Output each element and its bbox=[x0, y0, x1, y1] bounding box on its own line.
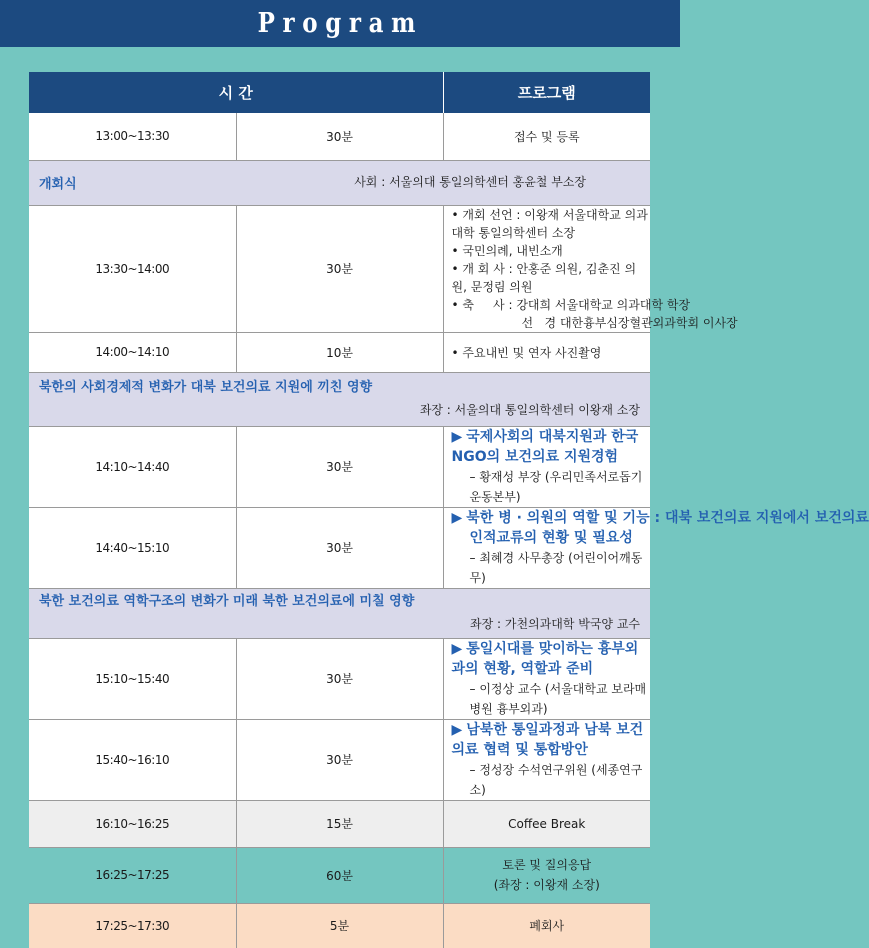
banner-title: Program bbox=[257, 8, 423, 39]
row-program: 폐회사 bbox=[443, 903, 650, 948]
section-title: 북한 보건의료 역학구조의 변화가 미래 북한 보건의료에 미칠 영향 bbox=[39, 594, 415, 609]
talk-title: 국제사회의 대북지원과 한국 NGO의 보건의료 지원경험 bbox=[451, 428, 639, 465]
bullet-item: • 개 회 사 : 안홍준 의원, 김춘진 의원, 문정림 의원 bbox=[451, 261, 637, 294]
speaker: – 이정상 교수 (서울대학교 보라매병원 흉부외과) bbox=[469, 681, 647, 716]
table-row bbox=[29, 847, 650, 903]
table-header bbox=[29, 72, 650, 113]
talk-title: 통일시대를 맞이하는 흉부외과의 현황, 역할과 준비 bbox=[451, 640, 639, 677]
row-duration: 30분 bbox=[236, 719, 443, 800]
row-program-line: 토론 및 질의응답 bbox=[502, 858, 592, 872]
table-row bbox=[29, 903, 650, 948]
header-program: 프로그램 bbox=[443, 72, 650, 113]
section-chair: 좌장 : 가천의과대학 박국양 교수 bbox=[470, 617, 640, 631]
talk-title: 북한 병 · 의원의 역할 및 기능 : 대북 보건의료 지원에서 보건의료 bbox=[466, 509, 869, 526]
header-time: 시 간 bbox=[29, 72, 443, 113]
row-duration: 10분 bbox=[236, 332, 443, 372]
program-sheet bbox=[29, 72, 869, 934]
row-duration: 30분 bbox=[236, 507, 443, 588]
table-row bbox=[29, 205, 650, 332]
row-program bbox=[443, 507, 869, 588]
triangle-right-icon: ▶ bbox=[451, 640, 463, 657]
row-time: 17:25~17:30 bbox=[29, 903, 236, 948]
talk-title-cont: 인적교류의 현황 및 필요성 bbox=[469, 529, 633, 546]
triangle-right-icon: ▶ bbox=[451, 428, 463, 445]
table-row bbox=[29, 638, 650, 719]
row-time: 14:10~14:40 bbox=[29, 426, 236, 507]
row-program: Coffee Break bbox=[443, 800, 650, 847]
row-program bbox=[443, 205, 738, 332]
triangle-right-icon: ▶ bbox=[451, 509, 463, 526]
section-row-2 bbox=[29, 588, 650, 638]
row-program: • 주요내빈 및 연자 사진촬영 bbox=[443, 332, 650, 372]
table-row bbox=[29, 800, 650, 847]
row-time: 16:10~16:25 bbox=[29, 800, 236, 847]
bullet-item: • 개회 선언 : 이왕재 서울대학교 의과대학 통일의학센터 소장 bbox=[451, 207, 648, 240]
row-program bbox=[443, 638, 650, 719]
row-time: 13:30~14:00 bbox=[29, 205, 236, 332]
row-time: 14:00~14:10 bbox=[29, 332, 236, 372]
section-row-opening bbox=[29, 160, 650, 205]
speaker: – 최혜경 사무총장 (어린이어깨동무) bbox=[469, 550, 643, 585]
section-row-1 bbox=[29, 372, 650, 426]
program-banner bbox=[0, 0, 680, 47]
row-duration: 30분 bbox=[236, 426, 443, 507]
row-duration: 60분 bbox=[236, 847, 443, 903]
bullet-item: • 국민의례, 내빈소개 bbox=[451, 243, 563, 258]
row-time: 14:40~15:10 bbox=[29, 507, 236, 588]
row-duration: 5분 bbox=[236, 903, 443, 948]
table-row bbox=[29, 507, 650, 588]
row-time: 13:00~13:30 bbox=[29, 113, 236, 160]
bullet-item: 선 경 대한흉부심장혈관외과학회 이사장 bbox=[521, 315, 738, 330]
speaker: – 황재성 부장 (우리민족서로돕기운동본부) bbox=[469, 469, 643, 504]
table-row bbox=[29, 113, 650, 160]
bullet-item: • 축 사 : 강대희 서울대학교 의과대학 학장 bbox=[451, 297, 691, 312]
row-duration: 15분 bbox=[236, 800, 443, 847]
row-duration: 30분 bbox=[236, 638, 443, 719]
table-row bbox=[29, 332, 650, 372]
section-chair: 사회 : 서울의대 통일의학센터 홍윤철 부소장 bbox=[354, 175, 586, 189]
row-program-line: (좌장 : 이왕재 소장) bbox=[493, 878, 600, 892]
program-table bbox=[29, 72, 869, 948]
row-program bbox=[443, 847, 650, 903]
talk-title: 남북한 통일과정과 남북 보건의료 협력 및 통합방안 bbox=[451, 721, 644, 758]
row-program: 접수 및 등록 bbox=[443, 113, 650, 160]
row-program bbox=[443, 719, 650, 800]
row-duration: 30분 bbox=[236, 205, 443, 332]
triangle-right-icon: ▶ bbox=[451, 721, 463, 738]
row-duration: 30분 bbox=[236, 113, 443, 160]
row-program bbox=[443, 426, 650, 507]
row-time: 15:40~16:10 bbox=[29, 719, 236, 800]
section-title: 북한의 사회경제적 변화가 대북 보건의료 지원에 끼친 영향 bbox=[39, 380, 373, 395]
speaker: – 정성장 수석연구위원 (세종연구소) bbox=[469, 762, 643, 797]
row-time: 16:25~17:25 bbox=[29, 847, 236, 903]
row-time: 15:10~15:40 bbox=[29, 638, 236, 719]
table-row bbox=[29, 426, 650, 507]
section-title: 개회식 bbox=[39, 177, 77, 192]
section-chair: 좌장 : 서울의대 통일의학센터 이왕재 소장 bbox=[419, 403, 640, 417]
table-row bbox=[29, 719, 650, 800]
